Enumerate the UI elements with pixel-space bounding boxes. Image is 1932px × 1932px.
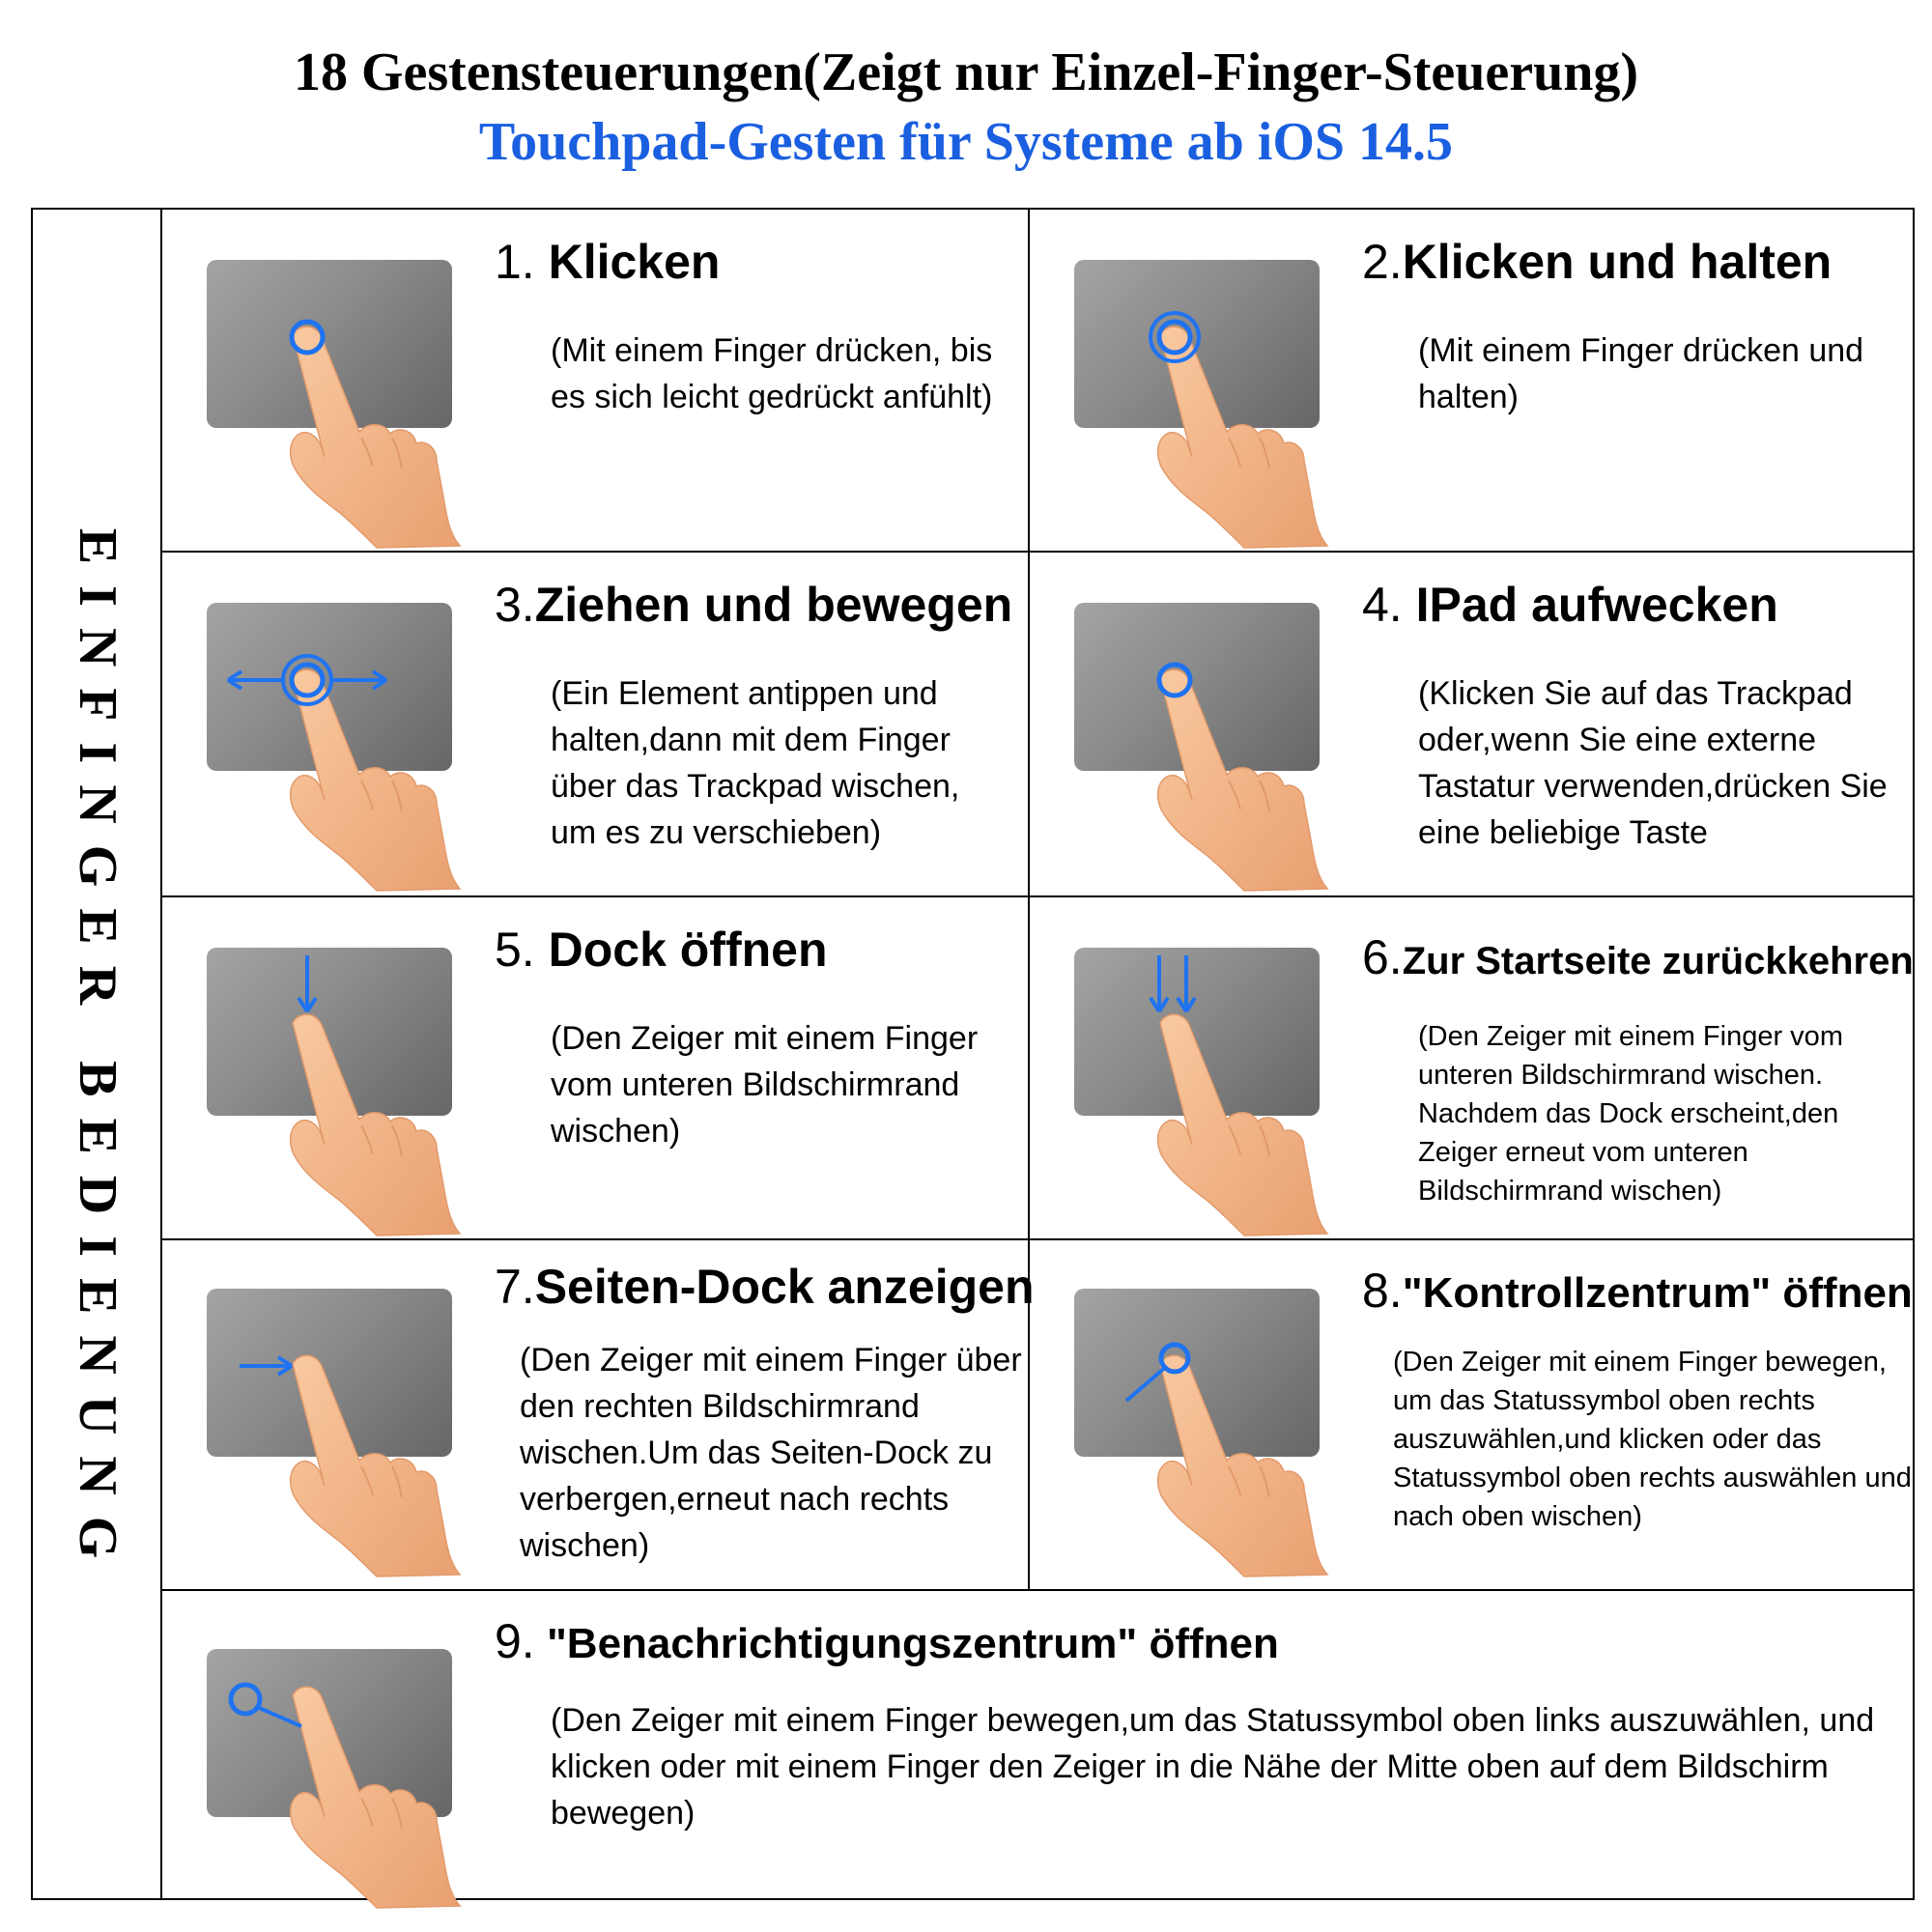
page-title: 18 Gestensteuerungen(Zeigt nur Einzel-Finger-Steuerung) [293,43,1639,102]
right-arrow-icon [207,1289,516,1578]
gesture-title: 1. Klicken [495,235,721,289]
gesture-card-5 [162,897,1028,1238]
gesture-card-1 [162,210,1028,551]
gesture-description: (Den Zeiger mit einem Finger bewegen,um das Statussymbol oben links auszuwählen, und klicken oder mit einem Finger den Zeiger in die Nähe der Mitte oben auf dem Bildschirm bewegen) [551,1702,1875,1832]
sidebar [33,210,162,1898]
gesture-title: 8."Kontrollzentrum" öffnen [1362,1264,1913,1318]
gesture-card-6 [1030,897,1915,1238]
gesture-description: (Den Zeiger mit einem Finger vom unteren Bildschirmrand wischen) [551,1020,979,1150]
tap-ring-icon [1074,603,1383,893]
tap-ring-icon [207,260,516,550]
gesture-description: (Den Zeiger mit einem Finger über den rechten Bildschirmrand wischen.Um das Seiten-Dock zu verbergen,erneut nach rechts wischen) [520,1342,1022,1564]
double-down-arrow-icon [1074,948,1383,1237]
gesture-title: 4. IPad aufwecken [1362,578,1778,632]
gesture-description: (Mit einem Finger drücken und halten) [1418,332,1864,415]
gesture-title: 2.Klicken und halten [1362,235,1833,289]
gesture-table [31,208,1915,1900]
gesture-description: (Klicken Sie auf das Trackpad oder,wenn Sie eine externe Tastatur verwenden,drücken Sie eine beliebige Taste [1418,675,1888,851]
horizontal-arrows-icon [207,603,516,893]
page-subtitle: Touchpad-Gesten für Systeme ab iOS 14.5 [478,112,1454,172]
gesture-title: 3.Ziehen und bewegen [495,578,1013,632]
diagonal-swipe-icon [1074,1289,1383,1578]
gesture-description: (Ein Element antippen und halten,dann mit dem Finger über das Trackpad wischen, um es zu verschieben) [551,675,960,851]
gesture-card-7 [162,1240,1035,1589]
sidebar-label: EINFINGER BEDIENUNG [68,527,128,1580]
gesture-description: (Den Zeiger mit einem Finger bewegen, um das Statussymbol oben rechts auszuwählen,und klicken oder das Statussymbol oben rechts auswählen und nach oben wischen) [1393,1347,1912,1532]
gesture-title: 9. "Benachrichtigungszentrum" öffnen [495,1614,1279,1668]
gesture-card-3 [162,553,1028,895]
down-arrow-icon [207,948,516,1237]
gesture-card-8 [1030,1240,1915,1589]
gesture-title: 7.Seiten-Dock anzeigen [495,1260,1035,1314]
gesture-title: 5. Dock öffnen [495,923,828,977]
diagonal-swipe-icon [207,1620,516,1910]
double-ring-icon [1074,260,1383,550]
gesture-card-9 [162,1591,1915,1900]
gesture-card-2 [1030,210,1915,551]
gesture-description: (Den Zeiger mit einem Finger vom unteren Bildschirmrand wischen. Nachdem das Dock erscheint,den Zeiger erneut vom unteren Bildschirmrand wischen) [1418,1021,1843,1207]
gesture-title: 6.Zur Startseite zurückkehren [1362,930,1914,984]
gesture-card-4 [1030,553,1915,895]
gesture-description: (Mit einem Finger drücken, bis es sich leicht gedrückt anfühlt) [551,332,993,415]
